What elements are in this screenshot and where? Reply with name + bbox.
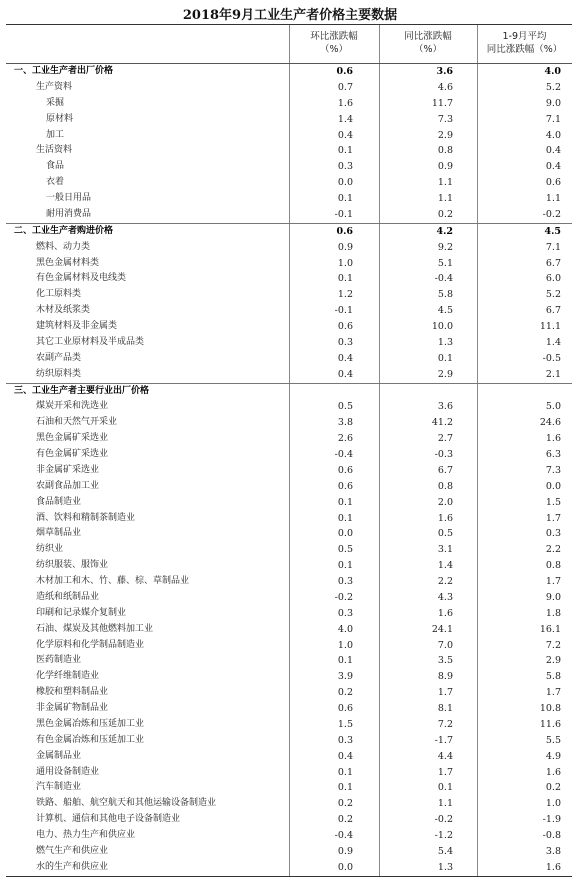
yoy-value: 1.6 [437, 607, 453, 619]
row-label: 黑色金属冶炼和压延加工业 [36, 718, 145, 729]
table-row [6, 606, 572, 622]
table-row [6, 638, 572, 654]
table-row [6, 271, 572, 287]
row-label: 化学纤维制造业 [36, 671, 100, 682]
table-row [6, 463, 572, 479]
mom-value: 0.2 [337, 814, 353, 826]
mom-value: 0.0 [337, 528, 353, 540]
table-row [6, 256, 572, 272]
table-row [6, 175, 572, 191]
row-label: 橡胶和塑料制品业 [36, 687, 109, 698]
mom-value: -0.1 [334, 305, 353, 317]
table-row [6, 479, 572, 495]
row-label: 食品 [46, 161, 65, 172]
mom-value: 1.5 [337, 718, 353, 730]
ytd-value: 9.0 [545, 591, 561, 603]
mom-value: 0.0 [337, 177, 353, 189]
row-label: 烟草制品业 [36, 528, 82, 539]
yoy-value: 5.1 [437, 257, 453, 269]
table-row [6, 701, 572, 717]
mom-value: -0.1 [334, 208, 353, 220]
yoy-value: -0.2 [434, 814, 453, 826]
table-row [6, 319, 572, 335]
price-data-table [6, 24, 572, 877]
table-row [6, 335, 572, 351]
ytd-value: 2.2 [545, 544, 561, 556]
row-label: 加工 [46, 129, 65, 140]
ytd-value: 1.1 [545, 193, 561, 204]
yoy-value: 2.0 [437, 496, 453, 508]
ytd-value: 6.7 [545, 305, 561, 317]
row-label: 二、工业生产者购进价格 [14, 225, 114, 236]
mom-value: 4.0 [337, 623, 353, 635]
mom-value: 1.4 [337, 113, 353, 125]
table-row [6, 383, 572, 400]
mom-value: 0.1 [337, 766, 353, 778]
yoy-value: 1.1 [437, 193, 453, 204]
row-label: 耐用消费品 [46, 208, 92, 219]
mom-value: 0.1 [337, 655, 353, 667]
yoy-value: 8.1 [437, 703, 453, 714]
row-label: 化工原料类 [36, 289, 82, 300]
yoy-value: 6.7 [437, 464, 453, 476]
table-row [6, 558, 572, 574]
row-label: 燃气生产和供应业 [36, 845, 109, 856]
yoy-value: 0.1 [437, 352, 453, 364]
yoy-value: 4.5 [437, 305, 453, 317]
table-row [6, 717, 572, 733]
table-body [6, 64, 572, 876]
ytd-value: 0.4 [545, 145, 561, 157]
row-label: 酒、饮料和精制茶制造业 [36, 512, 136, 523]
yoy-value: 9.2 [437, 241, 453, 253]
ytd-value: 0.8 [545, 560, 561, 572]
mom-value: 0.9 [337, 845, 353, 857]
yoy-value: 1.3 [437, 861, 453, 873]
ytd-value: 5.5 [545, 734, 561, 746]
ytd-value: 5.2 [545, 81, 561, 93]
row-label: 农副产品类 [36, 352, 82, 363]
yoy-value: 4.4 [437, 750, 453, 762]
yoy-value: 2.7 [437, 433, 453, 445]
ytd-value: 1.5 [545, 496, 561, 508]
row-label: 汽车制造业 [36, 782, 82, 793]
mom-value: 0.1 [337, 560, 353, 572]
row-label: 燃料、动力类 [36, 241, 91, 252]
row-label: 木材加工和木、竹、藤、棕、草制品业 [36, 576, 190, 586]
table-row [6, 191, 572, 207]
table-row [6, 622, 572, 638]
yoy-value: 24.1 [431, 623, 453, 635]
mom-value: 0.3 [337, 576, 353, 587]
yoy-value: 0.9 [437, 161, 453, 173]
header-yoy: 同比涨跌幅 （%） [404, 31, 452, 55]
yoy-value: 1.6 [437, 512, 453, 524]
table-row [6, 669, 572, 685]
table-row [6, 431, 572, 447]
yoy-value: 7.3 [437, 113, 453, 125]
table-row [6, 574, 572, 590]
ytd-value: 5.2 [545, 289, 561, 301]
row-label: 纺织服装、服饰业 [36, 560, 109, 571]
mom-value: 2.6 [337, 433, 353, 445]
table-row [6, 511, 572, 527]
row-label: 通用设备制造业 [36, 766, 100, 777]
ytd-value: 2.1 [545, 368, 561, 380]
yoy-value: 2.9 [437, 129, 453, 141]
row-label: 石油、煤炭及其他燃料加工业 [36, 623, 154, 634]
yoy-value: 4.2 [436, 225, 453, 237]
yoy-value: -0.4 [434, 273, 453, 285]
yoy-value: 3.6 [437, 401, 453, 413]
yoy-value: 7.0 [437, 639, 453, 651]
row-label: 电力、热力生产和供应业 [36, 830, 136, 840]
yoy-value: 1.1 [437, 177, 453, 189]
mom-value: 0.1 [337, 782, 353, 794]
mom-value: 1.0 [337, 257, 353, 269]
row-label: 造纸和纸制品业 [36, 591, 100, 602]
table-row [6, 80, 572, 96]
table-row [6, 526, 572, 542]
row-label: 金属制品业 [36, 750, 82, 761]
ytd-value: 11.6 [539, 718, 561, 730]
row-label: 生活资料 [36, 145, 73, 156]
ytd-value: 1.6 [545, 766, 561, 778]
mom-value: 0.6 [337, 321, 353, 332]
mom-value: 1.6 [337, 97, 353, 109]
mom-value: 0.6 [336, 66, 353, 77]
ytd-value: 4.9 [545, 750, 561, 762]
table-row [6, 143, 572, 159]
row-label: 医药制造业 [36, 655, 82, 666]
table-row [6, 844, 572, 860]
ytd-value: 1.4 [545, 336, 561, 348]
yoy-value: 5.4 [437, 845, 453, 857]
ytd-value: 1.6 [545, 433, 561, 445]
mom-value: 0.4 [337, 368, 353, 380]
ytd-value: 3.8 [545, 845, 561, 857]
table-row [6, 765, 572, 781]
ytd-value: 6.3 [545, 449, 561, 460]
row-label: 原材料 [46, 113, 74, 124]
ytd-value: 9.0 [545, 97, 561, 109]
row-label: 有色金属矿采选业 [36, 449, 109, 459]
table-row [6, 590, 572, 606]
mom-value: 0.2 [337, 687, 353, 699]
yoy-value: 2.9 [437, 368, 453, 380]
mom-value: 0.7 [337, 81, 353, 93]
header-ytd: 1-9月平均 同比涨跌幅（%） [486, 31, 563, 55]
yoy-value: 2.2 [437, 576, 453, 587]
table-row [6, 367, 572, 383]
ytd-value: 7.2 [545, 639, 561, 651]
ytd-value: 5.0 [545, 401, 561, 413]
row-label: 石油和天然气开采业 [36, 417, 118, 428]
yoy-value: 10.0 [431, 321, 453, 332]
ytd-value: 0.2 [545, 782, 561, 794]
row-label: 非金属矿采选业 [36, 464, 100, 475]
mom-value: 0.2 [337, 798, 353, 810]
ytd-value: 16.1 [539, 623, 561, 635]
ytd-value: -0.2 [542, 208, 561, 220]
yoy-value: 0.2 [437, 208, 453, 220]
ytd-value: 7.1 [545, 241, 561, 253]
row-label: 采掘 [46, 97, 65, 108]
row-label: 衣着 [46, 177, 65, 188]
ytd-value: 11.1 [539, 321, 561, 332]
yoy-value: -0.3 [434, 449, 453, 460]
mom-value: 0.9 [337, 241, 353, 253]
ytd-value: 6.7 [545, 257, 561, 269]
mom-value: 0.5 [337, 401, 353, 413]
mom-value: 0.6 [337, 464, 353, 476]
yoy-value: 4.6 [437, 81, 453, 93]
yoy-value: 1.3 [437, 336, 453, 348]
yoy-value: 5.8 [437, 289, 453, 301]
yoy-value: 1.1 [437, 798, 453, 810]
ytd-value: -1.9 [542, 814, 561, 826]
ytd-value: 0.0 [545, 480, 561, 492]
mom-value: 3.9 [337, 671, 353, 683]
ytd-value: 4.0 [545, 129, 561, 141]
mom-value: 1.2 [337, 289, 353, 301]
row-label: 非金属矿物制品业 [36, 703, 109, 713]
yoy-value: 8.9 [437, 671, 453, 683]
row-label: 三、工业生产者主要行业出厂价格 [14, 385, 150, 396]
mom-value: 0.3 [337, 607, 353, 619]
ytd-value: 0.3 [545, 528, 561, 540]
mom-value: 0.4 [337, 352, 353, 364]
header-mom: 环比涨跌幅 （%） [310, 31, 358, 55]
ytd-value: 1.6 [545, 861, 561, 873]
table-row [6, 447, 572, 463]
mom-value: -0.4 [334, 830, 353, 841]
table-row [6, 399, 572, 415]
yoy-value: -1.7 [434, 734, 453, 746]
mom-value: -0.4 [334, 449, 353, 460]
row-label: 化学原料和化学制品制造业 [36, 639, 145, 650]
ytd-value: 10.8 [539, 703, 561, 714]
ytd-value: 1.0 [545, 798, 561, 810]
yoy-value: 0.8 [437, 480, 453, 492]
table-row [6, 207, 572, 223]
mom-value: 0.1 [337, 273, 353, 285]
yoy-value: 3.1 [437, 544, 453, 556]
yoy-value: -1.2 [434, 830, 453, 841]
yoy-value: 3.5 [437, 655, 453, 667]
mom-value: 0.3 [337, 161, 353, 173]
yoy-value: 0.5 [437, 528, 453, 540]
mom-value: 0.1 [337, 496, 353, 508]
table-row [6, 415, 572, 431]
table-row [6, 733, 572, 749]
table-row [6, 653, 572, 669]
table-row [6, 749, 572, 765]
table-row [6, 351, 572, 367]
row-label: 纺织业 [36, 544, 64, 555]
ytd-value: 1.8 [545, 607, 561, 619]
ytd-value: -0.8 [542, 830, 561, 841]
table-row [6, 159, 572, 175]
table-row [6, 780, 572, 796]
mom-value: 0.6 [336, 225, 353, 237]
row-label: 建筑材料及非金属类 [36, 321, 118, 331]
mom-value: 0.5 [337, 544, 353, 556]
table-title: 2018年9月工业生产者价格主要数据 [182, 8, 398, 23]
yoy-value: 0.1 [437, 782, 453, 794]
ytd-value: 1.7 [545, 512, 561, 524]
yoy-value: 41.2 [431, 417, 453, 429]
row-label: 有色金属冶炼和压延加工业 [36, 734, 145, 745]
ytd-value: 6.0 [545, 273, 561, 285]
table-header [6, 25, 572, 64]
table-row [6, 828, 572, 844]
table-row [6, 128, 572, 144]
yoy-value: 4.3 [437, 591, 453, 603]
table-row [6, 96, 572, 112]
ytd-value: 2.9 [545, 655, 561, 667]
ytd-value: 4.5 [544, 225, 561, 237]
ytd-value: 1.7 [545, 687, 561, 699]
mom-value: -0.2 [334, 591, 353, 603]
ytd-value: -0.5 [542, 352, 561, 364]
row-label: 农副食品加工业 [36, 480, 100, 491]
table-row [6, 287, 572, 303]
ytd-value: 4.0 [544, 66, 561, 77]
yoy-value: 1.7 [437, 687, 453, 699]
table-row [6, 112, 572, 128]
mom-value: 0.1 [337, 145, 353, 157]
ytd-value: 1.7 [545, 576, 561, 587]
row-label: 食品制造业 [36, 496, 82, 507]
row-label: 黑色金属材料类 [36, 257, 100, 268]
table-row [6, 303, 572, 319]
mom-value: 0.0 [337, 861, 353, 873]
mom-value: 0.4 [337, 129, 353, 141]
row-label: 其它工业原材料及半成品类 [36, 336, 145, 347]
ytd-value: 7.3 [545, 464, 561, 476]
mom-value: 0.6 [337, 703, 353, 714]
row-label: 有色金属材料及电线类 [36, 273, 127, 284]
table-row [6, 495, 572, 511]
row-label: 煤炭开采和洗选业 [36, 401, 109, 412]
mom-value: 0.1 [337, 193, 353, 204]
mom-value: 0.6 [337, 480, 353, 492]
row-label: 计算机、通信和其他电子设备制造业 [36, 814, 181, 825]
yoy-value: 1.7 [437, 766, 453, 778]
table-row [6, 542, 572, 558]
ytd-value: 7.1 [545, 113, 561, 125]
mom-value: 1.0 [337, 639, 353, 651]
row-label: 铁路、船舶、航空航天和其他运输设备制造业 [36, 798, 217, 809]
mom-value: 0.1 [337, 512, 353, 524]
row-label: 生产资料 [36, 81, 73, 92]
row-label: 一、工业生产者出厂价格 [14, 66, 114, 76]
row-label: 水的生产和供应业 [36, 861, 109, 872]
row-label: 纺织原料类 [36, 368, 82, 379]
row-label: 一般日用品 [46, 193, 92, 203]
mom-value: 0.3 [337, 336, 353, 348]
table-row [6, 223, 572, 240]
row-label: 木材及纸浆类 [36, 305, 91, 316]
row-label: 黑色金属矿采选业 [36, 433, 109, 444]
yoy-value: 11.7 [431, 97, 453, 109]
table-row [6, 860, 572, 876]
row-label: 印刷和记录媒介复制业 [36, 607, 127, 618]
ytd-value: 5.8 [545, 671, 561, 683]
yoy-value: 1.4 [437, 560, 453, 572]
yoy-value: 7.2 [437, 718, 453, 730]
ytd-value: 24.6 [539, 417, 561, 429]
yoy-value: 3.6 [436, 66, 453, 77]
mom-value: 3.8 [337, 417, 353, 429]
ytd-value: 0.4 [545, 161, 561, 173]
yoy-value: 0.8 [437, 145, 453, 157]
ytd-value: 0.6 [545, 177, 561, 189]
mom-value: 0.4 [337, 750, 353, 762]
mom-value: 0.3 [337, 734, 353, 746]
table-row [6, 685, 572, 701]
table-row [6, 796, 572, 812]
table-row [6, 64, 572, 80]
table-row [6, 812, 572, 828]
table-row [6, 240, 572, 256]
